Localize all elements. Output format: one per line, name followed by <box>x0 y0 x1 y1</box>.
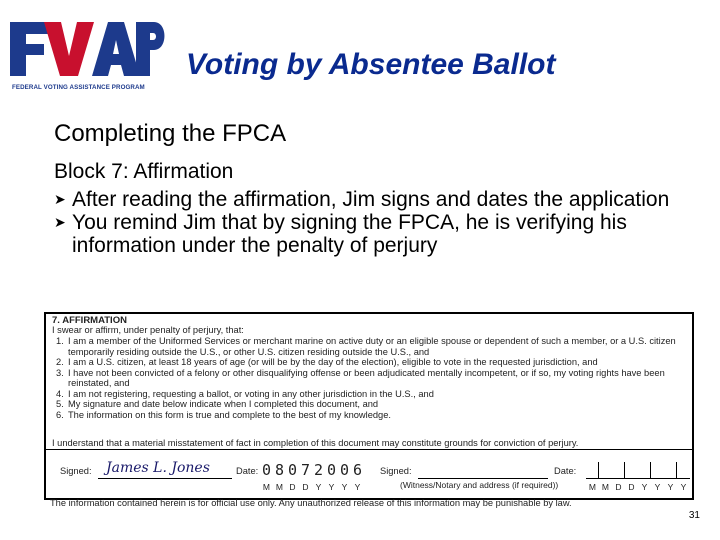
date-format-letter: D <box>302 482 309 492</box>
item-number: 2. <box>56 357 64 367</box>
date-format-letter: M <box>262 482 271 492</box>
date-field[interactable] <box>260 461 364 479</box>
date-format-letter: Y <box>328 482 335 492</box>
fvap-logo-letters <box>8 18 168 78</box>
slide-subtitle: Completing the FPCA <box>54 120 287 147</box>
date-format-letter: M <box>275 482 284 492</box>
date-digit: 8 <box>274 461 285 479</box>
affirmation-items <box>52 336 684 420</box>
date-label: Date: <box>236 466 259 476</box>
date-format-letter: Y <box>315 482 322 492</box>
form-footer: The information contained herein is for official use only. Any unauthorized release of this information may be punishable by law. <box>50 498 572 508</box>
bullet-list <box>54 188 714 257</box>
affirmation-item <box>52 410 684 421</box>
form-title: 7. AFFIRMATION <box>52 315 127 326</box>
witness-date-field[interactable] <box>586 462 690 478</box>
bullet-item <box>54 211 714 257</box>
item-text: I am a member of the Uniformed Services or merchant marine on active duty or an eligible spouse or dependent of such a member, or a U.S. citizen temporarily residing outside the U.S., or other U.S. citizen residing outside the U.S., and <box>68 336 676 357</box>
affirmation-item <box>52 389 684 400</box>
block-heading: Block 7: Affirmation <box>54 160 234 183</box>
item-number: 4. <box>56 388 64 399</box>
signature-line <box>98 478 232 479</box>
date-digit: 0 <box>339 461 350 479</box>
date-format-letter: D <box>628 482 635 492</box>
date-format-letter: D <box>289 482 296 492</box>
item-number: 1. <box>56 336 64 346</box>
bullet-text: You remind Jim that by signing the FPCA, he is verifying his information under the penalty of perjury <box>72 211 627 257</box>
page-number: 31 <box>688 510 700 521</box>
signature-row <box>46 458 692 494</box>
item-text: My signature and date below indicate when I completed this document, and <box>68 399 379 409</box>
date-digit: 0 <box>326 461 337 479</box>
date-format-letter: D <box>615 482 622 492</box>
date-digit: 7 <box>300 461 311 479</box>
item-text: I have not been convicted of a felony or other disqualifying offense or been adjudicated mentally incompetent, or if so, my voting rights have been reinstated, and <box>68 367 665 388</box>
date-digit: 2 <box>313 461 324 479</box>
item-number: 6. <box>56 409 64 420</box>
witness-caption: (Witness/Notary and address (if required)) <box>400 480 559 490</box>
perjury-statement: I understand that a material misstatement of fact in completion of this document may constitute grounds for conviction of perjury. <box>52 438 579 448</box>
date-format-letter: Y <box>354 482 361 492</box>
witness-date-format <box>586 482 690 492</box>
arrow-bullet-icon: ➤ <box>54 214 66 230</box>
date-format-letter: M <box>588 482 597 492</box>
date-digit: 0 <box>287 461 298 479</box>
arrow-bullet-icon: ➤ <box>54 191 66 207</box>
witness-signed-label: Signed: <box>380 466 412 476</box>
logo-tagline: FEDERAL VOTING ASSISTANCE PROGRAM <box>12 84 145 91</box>
slide-title: Voting by Absentee Ballot <box>186 48 556 81</box>
date-format-letter: Y <box>641 482 648 492</box>
date-format-letter: Y <box>667 482 674 492</box>
item-text: I am a U.S. citizen, at least 18 years of age (or will be by the day of the election), eligible to vote in the requested jurisdiction, and <box>68 357 598 367</box>
signature[interactable]: James L. Jones <box>106 460 210 476</box>
date-format-letter: Y <box>654 482 661 492</box>
bullet-text: After reading the affirmation, Jim signs and dates the application <box>72 188 670 211</box>
date-format-letter: Y <box>341 482 348 492</box>
fvap-logo <box>8 18 168 96</box>
witness-date-label: Date: <box>554 466 577 476</box>
item-number: 3. <box>56 367 64 378</box>
item-number: 5. <box>56 399 64 409</box>
date-format-letter: M <box>601 482 610 492</box>
affirmation-item <box>52 336 684 357</box>
affirmation-form <box>44 312 694 500</box>
witness-signature-line <box>418 478 548 479</box>
divider <box>46 449 692 450</box>
date-digit: 0 <box>261 461 272 479</box>
item-text: I am not registering, requesting a ballot, or voting in any other jurisdiction in the U.S., and <box>68 388 434 399</box>
date-format <box>260 482 364 492</box>
signed-label: Signed: <box>60 466 92 476</box>
affirmation-item <box>52 399 684 410</box>
witness-date-line <box>586 478 690 479</box>
affirmation-item <box>52 368 684 389</box>
form-intro: I swear or affirm, under penalty of perjury, that: <box>52 325 244 335</box>
date-format-letter: Y <box>680 482 687 492</box>
date-digit: 6 <box>352 461 363 479</box>
affirmation-item <box>52 357 684 368</box>
item-text: The information on this form is true and complete to the best of my knowledge. <box>68 409 391 420</box>
bullet-item <box>54 188 714 211</box>
